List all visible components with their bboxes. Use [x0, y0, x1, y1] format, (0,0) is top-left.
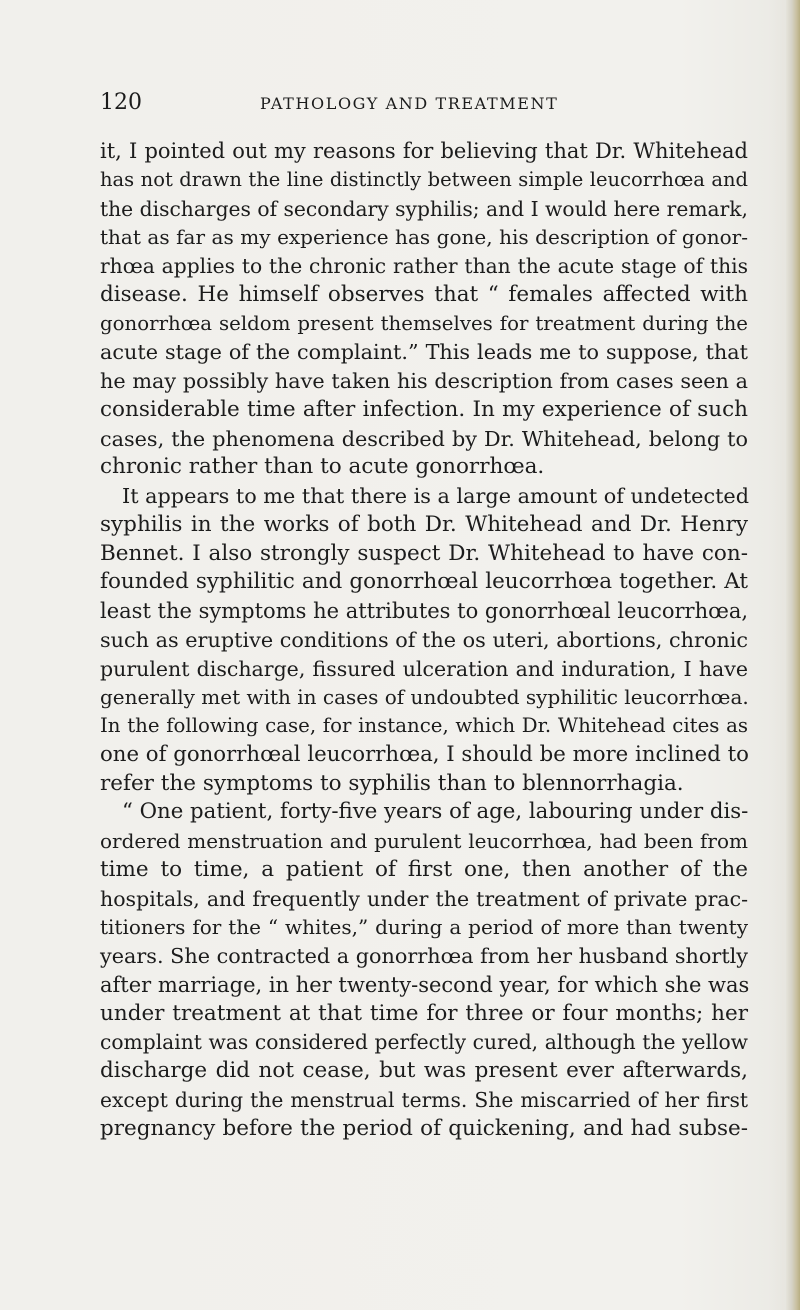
text-line: one of gonorrhœal leucorrhœa, I should be more inclined to	[100, 741, 749, 767]
text-line: discharge did not cease, but was present ever afterwards,	[100, 1058, 748, 1083]
text-line: ordered menstruation and purulent leucorrhœa, had been from	[100, 829, 748, 853]
text-line: after marriage, in her twenty-second year, for which she was	[100, 972, 750, 997]
text-line: titioners for the “ whites,” during a period of more than twenty	[100, 915, 748, 940]
text-line: such as eruptive conditions of the os uteri, abortions, chronic	[100, 627, 748, 652]
text-line: complaint was considered perfectly cured, although the yellow	[100, 1030, 748, 1055]
text-line: chronic rather than to acute gonorrhœa.	[100, 454, 545, 480]
text-line: hospitals, and frequently under the treatment of private prac-	[100, 886, 748, 911]
text-line: Bennet. I also strongly suspect Dr. Whitehead to have con-	[100, 540, 748, 566]
text-line: “ One patient, forty-five years of age, labouring under dis-	[122, 799, 749, 825]
text-line: acute stage of the complaint.” This leads me to suppose, that	[100, 340, 748, 365]
text-line: disease. He himself observes that “ females affected with	[100, 281, 748, 307]
page-edge	[786, 0, 800, 1310]
text-line: except during the menstrual terms. She miscarried of her first	[100, 1087, 748, 1112]
text-line: years. She contracted a gonorrhœa from her husband shortly	[100, 944, 749, 968]
text-line: founded syphilitic and gonorrhœal leucorrhœa together. At	[100, 569, 748, 595]
text-line: has not drawn the line distinctly between simple leucorrhœa and	[100, 167, 748, 191]
text-line: generally met with in cases of undoubted syphilitic leucorrhœa.	[100, 685, 749, 710]
text-line: In the following case, for instance, which Dr. Whitehead cites as	[100, 714, 748, 737]
text-line: he may possibly have taken his description from cases seen a	[100, 369, 748, 393]
text-line: It appears to me that there is a large amount of undetected	[122, 484, 749, 508]
text-line: refer the symptoms to syphilis than to blennorrhagia.	[100, 770, 684, 796]
running-head: PATHOLOGY AND TREATMENT	[260, 94, 559, 113]
text-line: time to time, a patient of first one, then another of the	[100, 856, 748, 882]
text-line: rhœa applies to the chronic rather than the acute stage of this	[100, 254, 748, 278]
text-line: considerable time after infection. In my experience of such	[100, 396, 748, 422]
text-line: pregnancy before the period of quickening, and had subse-	[100, 1115, 748, 1141]
text-line: cases, the phenomena described by Dr. Whitehead, belong to	[100, 426, 748, 451]
text-line: purulent discharge, fissured ulceration and induration, I have	[100, 656, 748, 681]
text-line: that as far as my experience has gone, his description of gonor-	[100, 225, 748, 250]
text-line: gonorrhœa seldom present themselves for treatment during the	[100, 311, 748, 335]
text-line: under treatment at that time for three or four months; her	[100, 1000, 748, 1026]
text-line: the discharges of secondary syphilis; and I would here remark,	[100, 196, 748, 221]
page-number: 120	[100, 90, 142, 115]
body-text	[100, 137, 748, 1143]
text-line: it, I pointed out my reasons for believing that Dr. Whitehead	[100, 139, 748, 163]
text-line: syphilis in the works of both Dr. Whitehead and Dr. Henry	[100, 511, 748, 537]
text-line: least the symptoms he attributes to gonorrhœal leucorrhœa,	[100, 599, 749, 623]
page-header	[100, 90, 750, 120]
